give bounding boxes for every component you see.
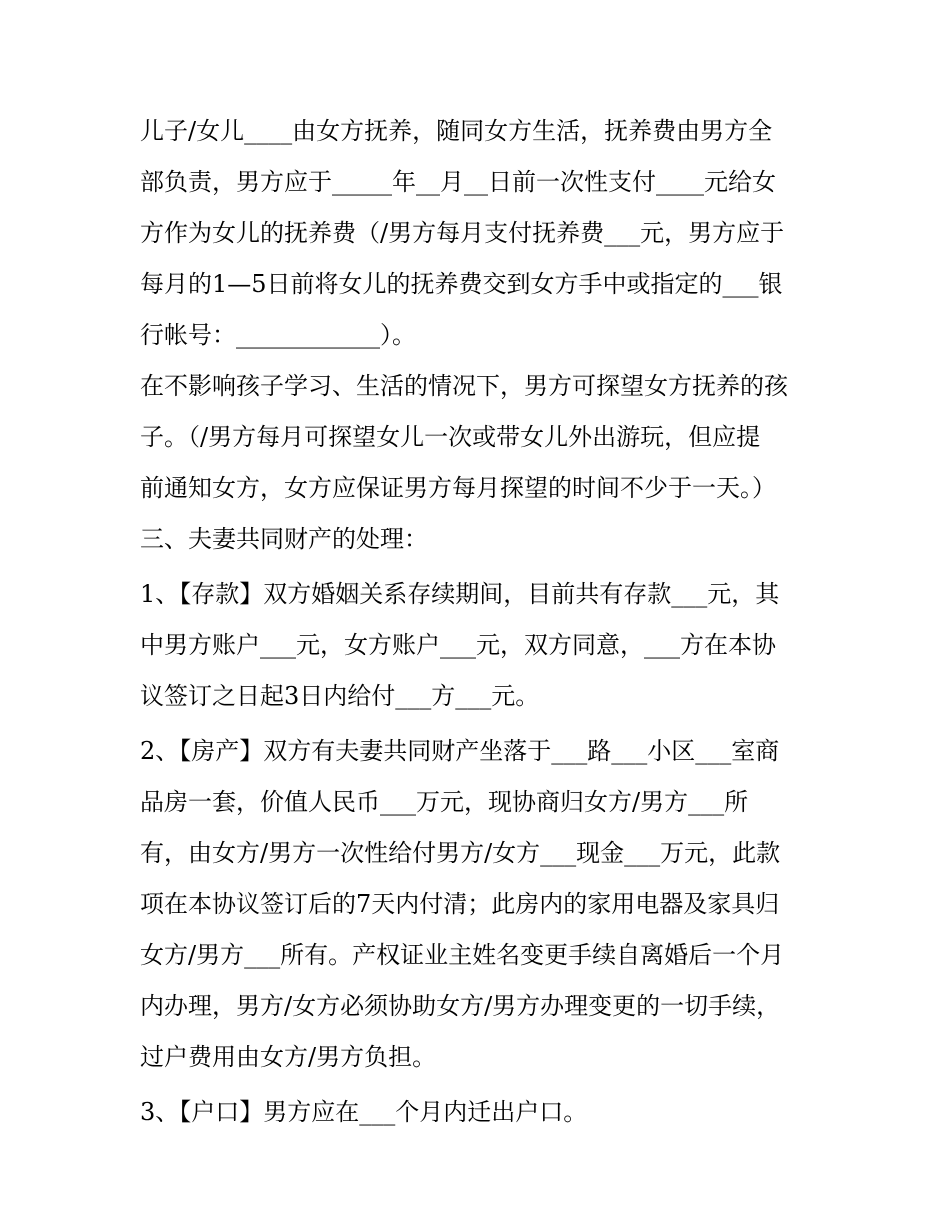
text-line: 在不影响孩子学习、生活的情况下，男方可探望女方抚养的孩 — [140, 372, 788, 400]
text-line: 品房一套，价值人民币___万元，现协商归女方/男方___所 — [140, 788, 749, 816]
text-line: 过户费用由女方/男方负担。 — [140, 1043, 437, 1071]
text-line: 内办理，男方/女方必须协助女方/男方办理变更的一切手续， — [140, 992, 781, 1020]
text-line: 中男方账户___元，女方账户___元，双方同意，___方在本协 — [140, 631, 776, 659]
text-line: 1、【存款】双方婚姻关系存续期间，目前共有存款___元，其 — [140, 580, 780, 608]
text-line: 项在本协议签订后的7天内付清；此房内的家用电器及家具归 — [140, 890, 780, 918]
text-line: 子。（/男方每月可探望女儿一次或带女儿外出游玩，但应提 — [140, 423, 761, 451]
text-line: 议签订之日起3日内给付___方___元。 — [140, 682, 540, 710]
text-line: 方作为女儿的抚养费（/男方每月支付抚养费___元，男方应于 — [140, 219, 785, 247]
text-line: 3、【户口】男方应在___个月内迁出户口。 — [140, 1098, 588, 1126]
text-line: 行帐号：____________）。 — [140, 321, 416, 349]
section-heading: 三、夫妻共同财产的处理： — [140, 525, 428, 553]
text-line: 部负责，男方应于_____年__月__日前一次性支付____元给女 — [140, 168, 776, 196]
document-body — [140, 106, 820, 1138]
text-line: 有，由女方/男方一次性给付男方/女方___现金___万元，此款 — [140, 839, 781, 867]
text-line: 前通知女方，女方应保证男方每月探望的时间不少于一天。） — [140, 474, 776, 502]
text-line: 每月的1—5日前将女儿的抚养费交到女方手中或指定的___银 — [140, 270, 783, 298]
text-line: 2、【房产】双方有夫妻共同财产坐落于___路___小区___室商 — [140, 737, 780, 765]
text-line: 儿子/女儿____由女方抚养，随同女方生活，抚养费由男方全 — [140, 117, 773, 145]
text-line: 女方/男方___所有。产权证业主姓名变更手续自离婚后一个月 — [140, 941, 785, 969]
